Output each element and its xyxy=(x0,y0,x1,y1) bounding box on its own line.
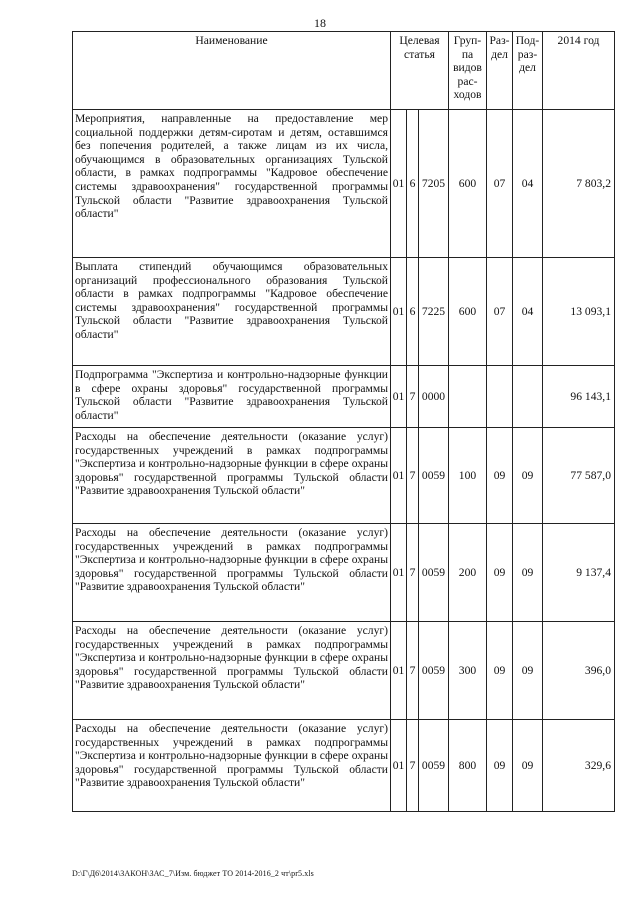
table-row xyxy=(73,622,615,720)
row-name: Расходы на обеспечение деятельности (оказание услуг) государственных учреждений в рамках подпрограммы "Экспертиза и контрольно-надзорные функции в сфере охраны здоровья" государственной программы Тульской области "Развитие здравоохранения Тульской области" xyxy=(73,524,391,622)
table-row xyxy=(73,258,615,366)
row-section: 09 xyxy=(487,524,513,622)
row-code-a: 01 xyxy=(391,720,407,812)
row-subsection: 04 xyxy=(513,110,543,258)
row-name: Расходы на обеспечение деятельности (оказание услуг) государственных учреждений в рамках подпрограммы "Экспертиза и контрольно-надзорные функции в сфере охраны здоровья" государственной программы Тульской области "Развитие здравоохранения Тульской области" xyxy=(73,622,391,720)
header-year: 2014 год xyxy=(543,32,615,110)
row-code-b: 7 xyxy=(407,622,419,720)
row-subsection xyxy=(513,366,543,428)
row-amount: 9 137,4 xyxy=(543,524,615,622)
row-amount: 7 803,2 xyxy=(543,110,615,258)
row-code-b: 6 xyxy=(407,110,419,258)
row-code-a: 01 xyxy=(391,366,407,428)
row-group: 600 xyxy=(449,258,487,366)
row-subsection: 09 xyxy=(513,720,543,812)
row-code-a: 01 xyxy=(391,110,407,258)
row-code-c: 7205 xyxy=(419,110,449,258)
row-group: 800 xyxy=(449,720,487,812)
row-name: Выплата стипендий обучающимся образовательных организаций профессионального образования Тульской области в рамках подпрограммы "Кадровое обеспечение системы здравоохранения" государственной программы Тульской области "Развитие здравоохранения Тульской области" xyxy=(73,258,391,366)
row-section: 09 xyxy=(487,622,513,720)
row-amount: 329,6 xyxy=(543,720,615,812)
row-name: Подпрограмма "Экспертиза и контрольно-надзорные функции в сфере охраны здоровья" государственной программы Тульской области "Развитие здравоохранения Тульской области" xyxy=(73,366,391,428)
header-subsection: Под-раз-дел xyxy=(513,32,543,110)
row-code-a: 01 xyxy=(391,622,407,720)
row-section xyxy=(487,366,513,428)
row-code-b: 6 xyxy=(407,258,419,366)
row-subsection: 09 xyxy=(513,524,543,622)
row-subsection: 09 xyxy=(513,622,543,720)
row-code-c: 7225 xyxy=(419,258,449,366)
row-code-b: 7 xyxy=(407,428,419,524)
page-number: 18 xyxy=(314,16,326,30)
budget-table xyxy=(72,31,615,812)
row-code-b: 7 xyxy=(407,366,419,428)
row-code-a: 01 xyxy=(391,428,407,524)
row-group: 300 xyxy=(449,622,487,720)
file-path-footer: D:\Г\Д6\2014\ЗАКОН\ЗАС_7\Изм. бюджет ТО 2014-2016_2 чт\pr5.xls xyxy=(72,869,314,878)
table-row xyxy=(73,110,615,258)
row-name: Расходы на обеспечение деятельности (оказание услуг) государственных учреждений в рамках подпрограммы "Экспертиза и контрольно-надзорные функции в сфере охраны здоровья" государственной программы Тульской области "Развитие здравоохранения Тульской области" xyxy=(73,720,391,812)
row-code-b: 7 xyxy=(407,524,419,622)
row-code-b: 7 xyxy=(407,720,419,812)
header-name: Наименование xyxy=(73,32,391,110)
row-code-c: 0059 xyxy=(419,622,449,720)
row-subsection: 04 xyxy=(513,258,543,366)
row-section: 09 xyxy=(487,428,513,524)
row-section: 07 xyxy=(487,258,513,366)
row-section: 09 xyxy=(487,720,513,812)
table-row xyxy=(73,428,615,524)
row-code-c: 0059 xyxy=(419,720,449,812)
row-group xyxy=(449,366,487,428)
row-amount: 77 587,0 xyxy=(543,428,615,524)
row-code-a: 01 xyxy=(391,258,407,366)
row-code-c: 0059 xyxy=(419,524,449,622)
header-section: Раз-дел xyxy=(487,32,513,110)
row-name: Мероприятия, направленные на предоставление мер социальной поддержки детям-сиротам и детям, оставшимся без попечения родителей, а также лицам из их числа, обучающимся в образовательных организациях Тульской области, в рамках подпрограммы "Кадровое обеспечение системы здравоохранения" государственной программы Тульской области "Развитие здравоохранения Тульской области" xyxy=(73,110,391,258)
table-row xyxy=(73,366,615,428)
header-target: Целевая статья xyxy=(391,32,449,110)
row-group: 100 xyxy=(449,428,487,524)
row-subsection: 09 xyxy=(513,428,543,524)
row-amount: 396,0 xyxy=(543,622,615,720)
header-group: Груп-па видов рас-ходов xyxy=(449,32,487,110)
row-name: Расходы на обеспечение деятельности (оказание услуг) государственных учреждений в рамках подпрограммы "Экспертиза и контрольно-надзорные функции в сфере охраны здоровья" государственной программы Тульской области "Развитие здравоохранения Тульской области" xyxy=(73,428,391,524)
row-code-a: 01 xyxy=(391,524,407,622)
table-row xyxy=(73,524,615,622)
row-amount: 96 143,1 xyxy=(543,366,615,428)
row-group: 200 xyxy=(449,524,487,622)
row-group: 600 xyxy=(449,110,487,258)
row-code-c: 0059 xyxy=(419,428,449,524)
row-code-c: 0000 xyxy=(419,366,449,428)
row-section: 07 xyxy=(487,110,513,258)
table-row xyxy=(73,720,615,812)
row-amount: 13 093,1 xyxy=(543,258,615,366)
